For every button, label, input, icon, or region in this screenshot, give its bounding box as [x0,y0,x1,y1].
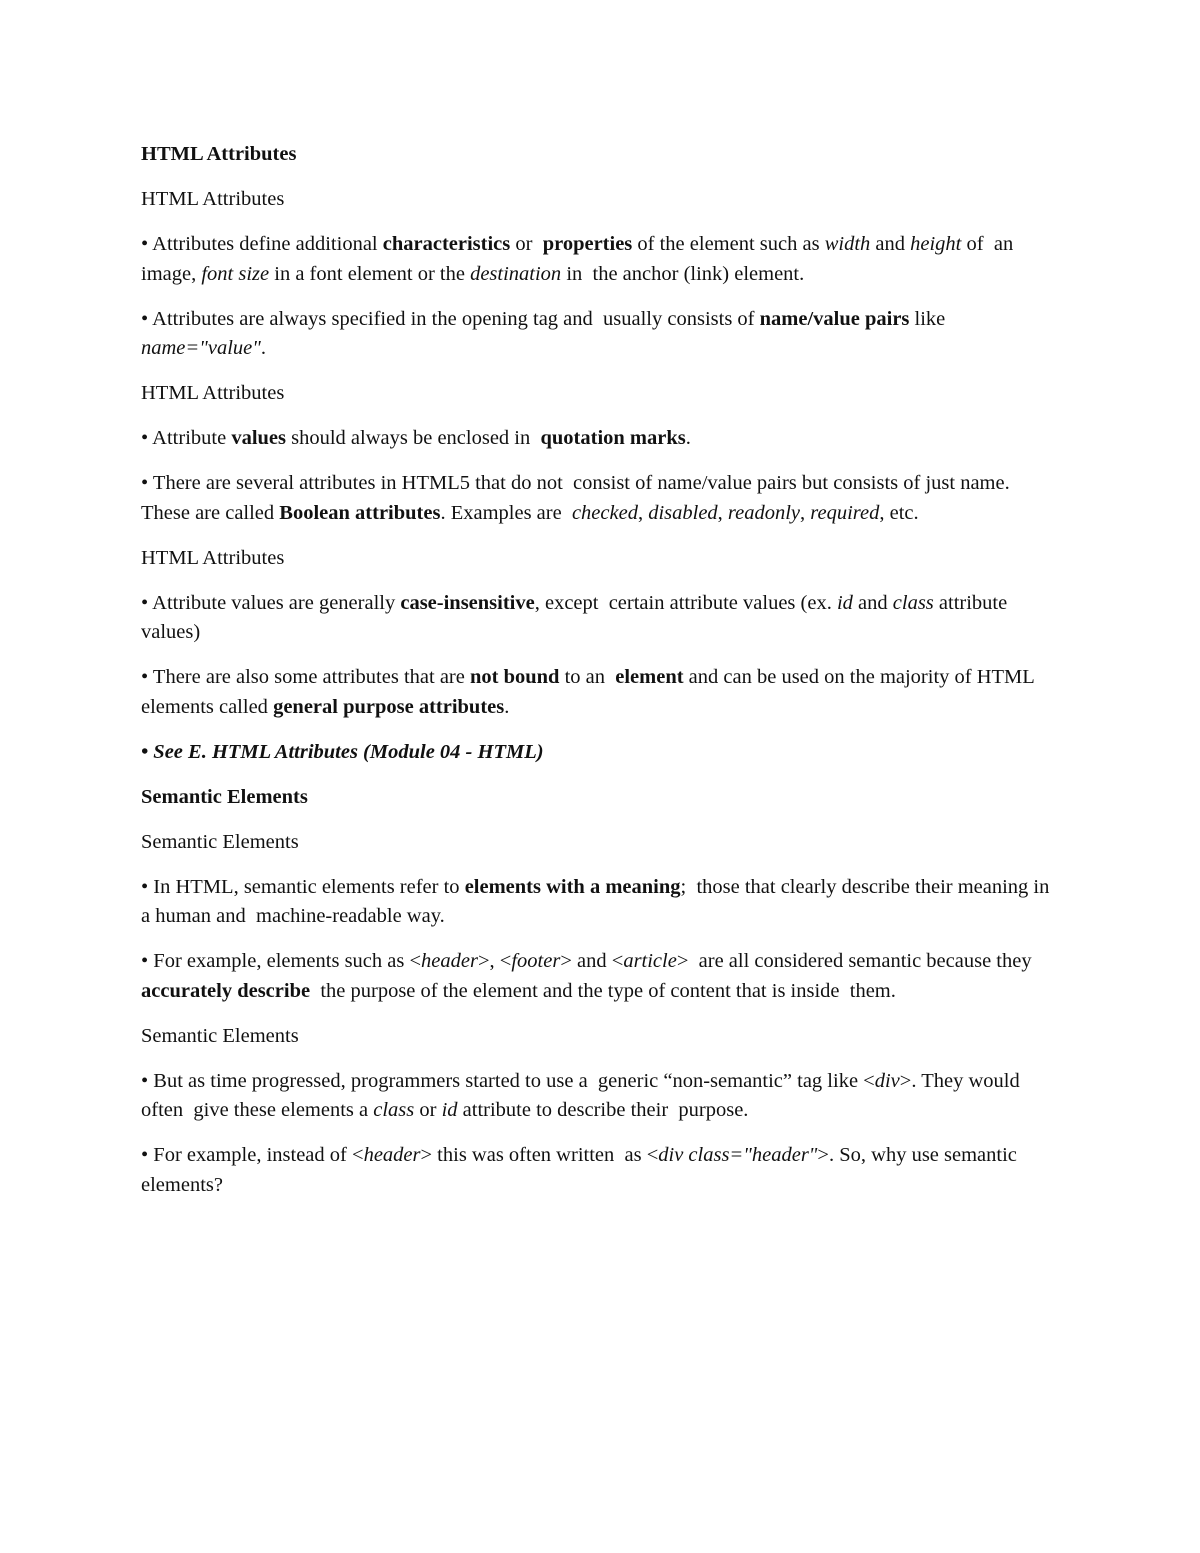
text-run: attribute values) [141,591,1013,643]
text-run: checked [571,501,638,524]
bullet-paragraph [141,1067,1061,1126]
section-heading [141,140,1061,170]
text-run: • There are several attributes in HTML5 that do not consist of name/value pairs but consists of just name. These are called [141,472,1020,524]
subsection-title: Semantic Elements [141,830,299,853]
subsection-title: HTML Attributes [141,188,285,210]
text-run: • Attributes define additional [141,233,383,255]
text-run: • For example, elements such as < [141,950,422,972]
text-run: class [892,591,934,614]
bullet-paragraph [141,947,1061,1006]
text-run-wrapper [141,741,544,763]
text-run: id [441,1099,458,1121]
text-run: element [615,666,684,688]
text-run: • Attribute values are generally [141,591,401,614]
bullet-paragraph [141,1141,1061,1200]
text-run: to an [559,666,616,688]
text-run: should always be enclosed in [286,427,541,449]
bullet-paragraph [141,424,1061,454]
text-run: in a font element or the [269,262,471,285]
text-run: • But as time progressed, programmers started to use a generic “non-semantic” tag like < [141,1069,875,1092]
section-heading [141,783,1061,813]
text-run: required [810,501,880,524]
subsection-title: Semantic Elements [141,1024,299,1047]
text-run: of the element such as [632,233,825,255]
text-run: • Attributes are always specified in the opening tag and usually consists of [141,307,760,330]
text-run: >. They would often give these elements a [141,1069,1025,1121]
bullet-paragraph [141,873,1061,932]
text-run: Boolean attributes [279,501,441,524]
text-run: or [414,1099,442,1121]
text-run: > are all considered semantic because they [676,950,1037,972]
text-run: of an image, [141,233,1019,285]
text-run: ; those that clearly describe their meaning in a human and machine-readable way. [141,875,1055,927]
text-run: , etc. [879,501,919,524]
text-run: case-insensitive [400,591,535,614]
text-run: disabled [648,501,718,524]
bullet-paragraph [141,469,1061,528]
bullet-paragraph [141,663,1061,722]
bullet-paragraph [141,589,1061,648]
bullet-paragraph [141,738,1061,768]
text-run: , [800,501,811,524]
text-run: • In HTML, semantic elements refer to [141,875,465,898]
text-run: font size [201,262,270,285]
text-run: , [637,501,649,524]
text-run: height [910,233,962,255]
text-run: • See E. HTML Attributes (Module 04 - HTML) [141,740,544,763]
text-run: not bound [469,666,560,688]
text-run: > this was often written as < [420,1144,659,1166]
text-run: the purpose of the element and the type of content that is inside them. [310,979,896,1002]
text-run: attribute to describe their purpose. [457,1099,749,1121]
text-run: div [874,1069,900,1092]
text-run: header [421,950,478,972]
text-run: characteristics [382,233,511,255]
text-run: name/value pairs [759,307,910,330]
text-run: . [260,337,266,359]
document-body [141,140,1061,1216]
text-run: , except certain attribute values (ex. [534,591,837,614]
text-run: . [685,427,691,449]
text-run: like [909,307,951,330]
text-run: • There are also some attributes that are [141,666,470,688]
text-run: article [623,950,677,972]
text-run: div class="header" [658,1144,818,1166]
bullet-paragraph [141,230,1061,289]
subsection-title: HTML Attributes [141,546,285,569]
bullet-paragraph [141,305,1061,364]
text-run: footer [511,950,561,972]
text-run: in the anchor (link) element. [561,262,805,285]
text-run: . [504,695,510,718]
section-heading-text: HTML Attributes [141,143,297,165]
text-run: values [231,427,286,449]
text-run: • Attribute [141,427,232,449]
section-heading-text: Semantic Elements [141,785,308,808]
text-run: general purpose attributes [273,695,505,718]
text-run: destination [470,262,562,285]
text-run: accurately describe [141,979,311,1002]
text-run: class [373,1099,415,1121]
text-run: . Examples are [440,501,572,524]
text-run: width [824,233,871,255]
text-run: and can be used on the majority of HTML elements called [141,666,1045,718]
text-run: and [852,591,893,614]
text-run: > and < [560,950,624,972]
text-run: header [363,1144,421,1166]
text-run: or [510,233,543,255]
text-run: name="value" [141,337,261,359]
text-run: and [870,233,911,255]
text-run: >, < [477,950,512,972]
text-run: readonly [727,501,801,524]
subsection-title: HTML Attributes [141,382,285,404]
text-run: elements with a meaning [464,875,681,898]
text-run: properties [542,233,633,255]
text-run: quotation marks [540,427,686,449]
text-run: id [836,591,853,614]
text-run: , [717,501,728,524]
text-run: >. So, why use semantic elements? [141,1144,1023,1196]
text-run: • For example, instead of < [141,1144,364,1166]
